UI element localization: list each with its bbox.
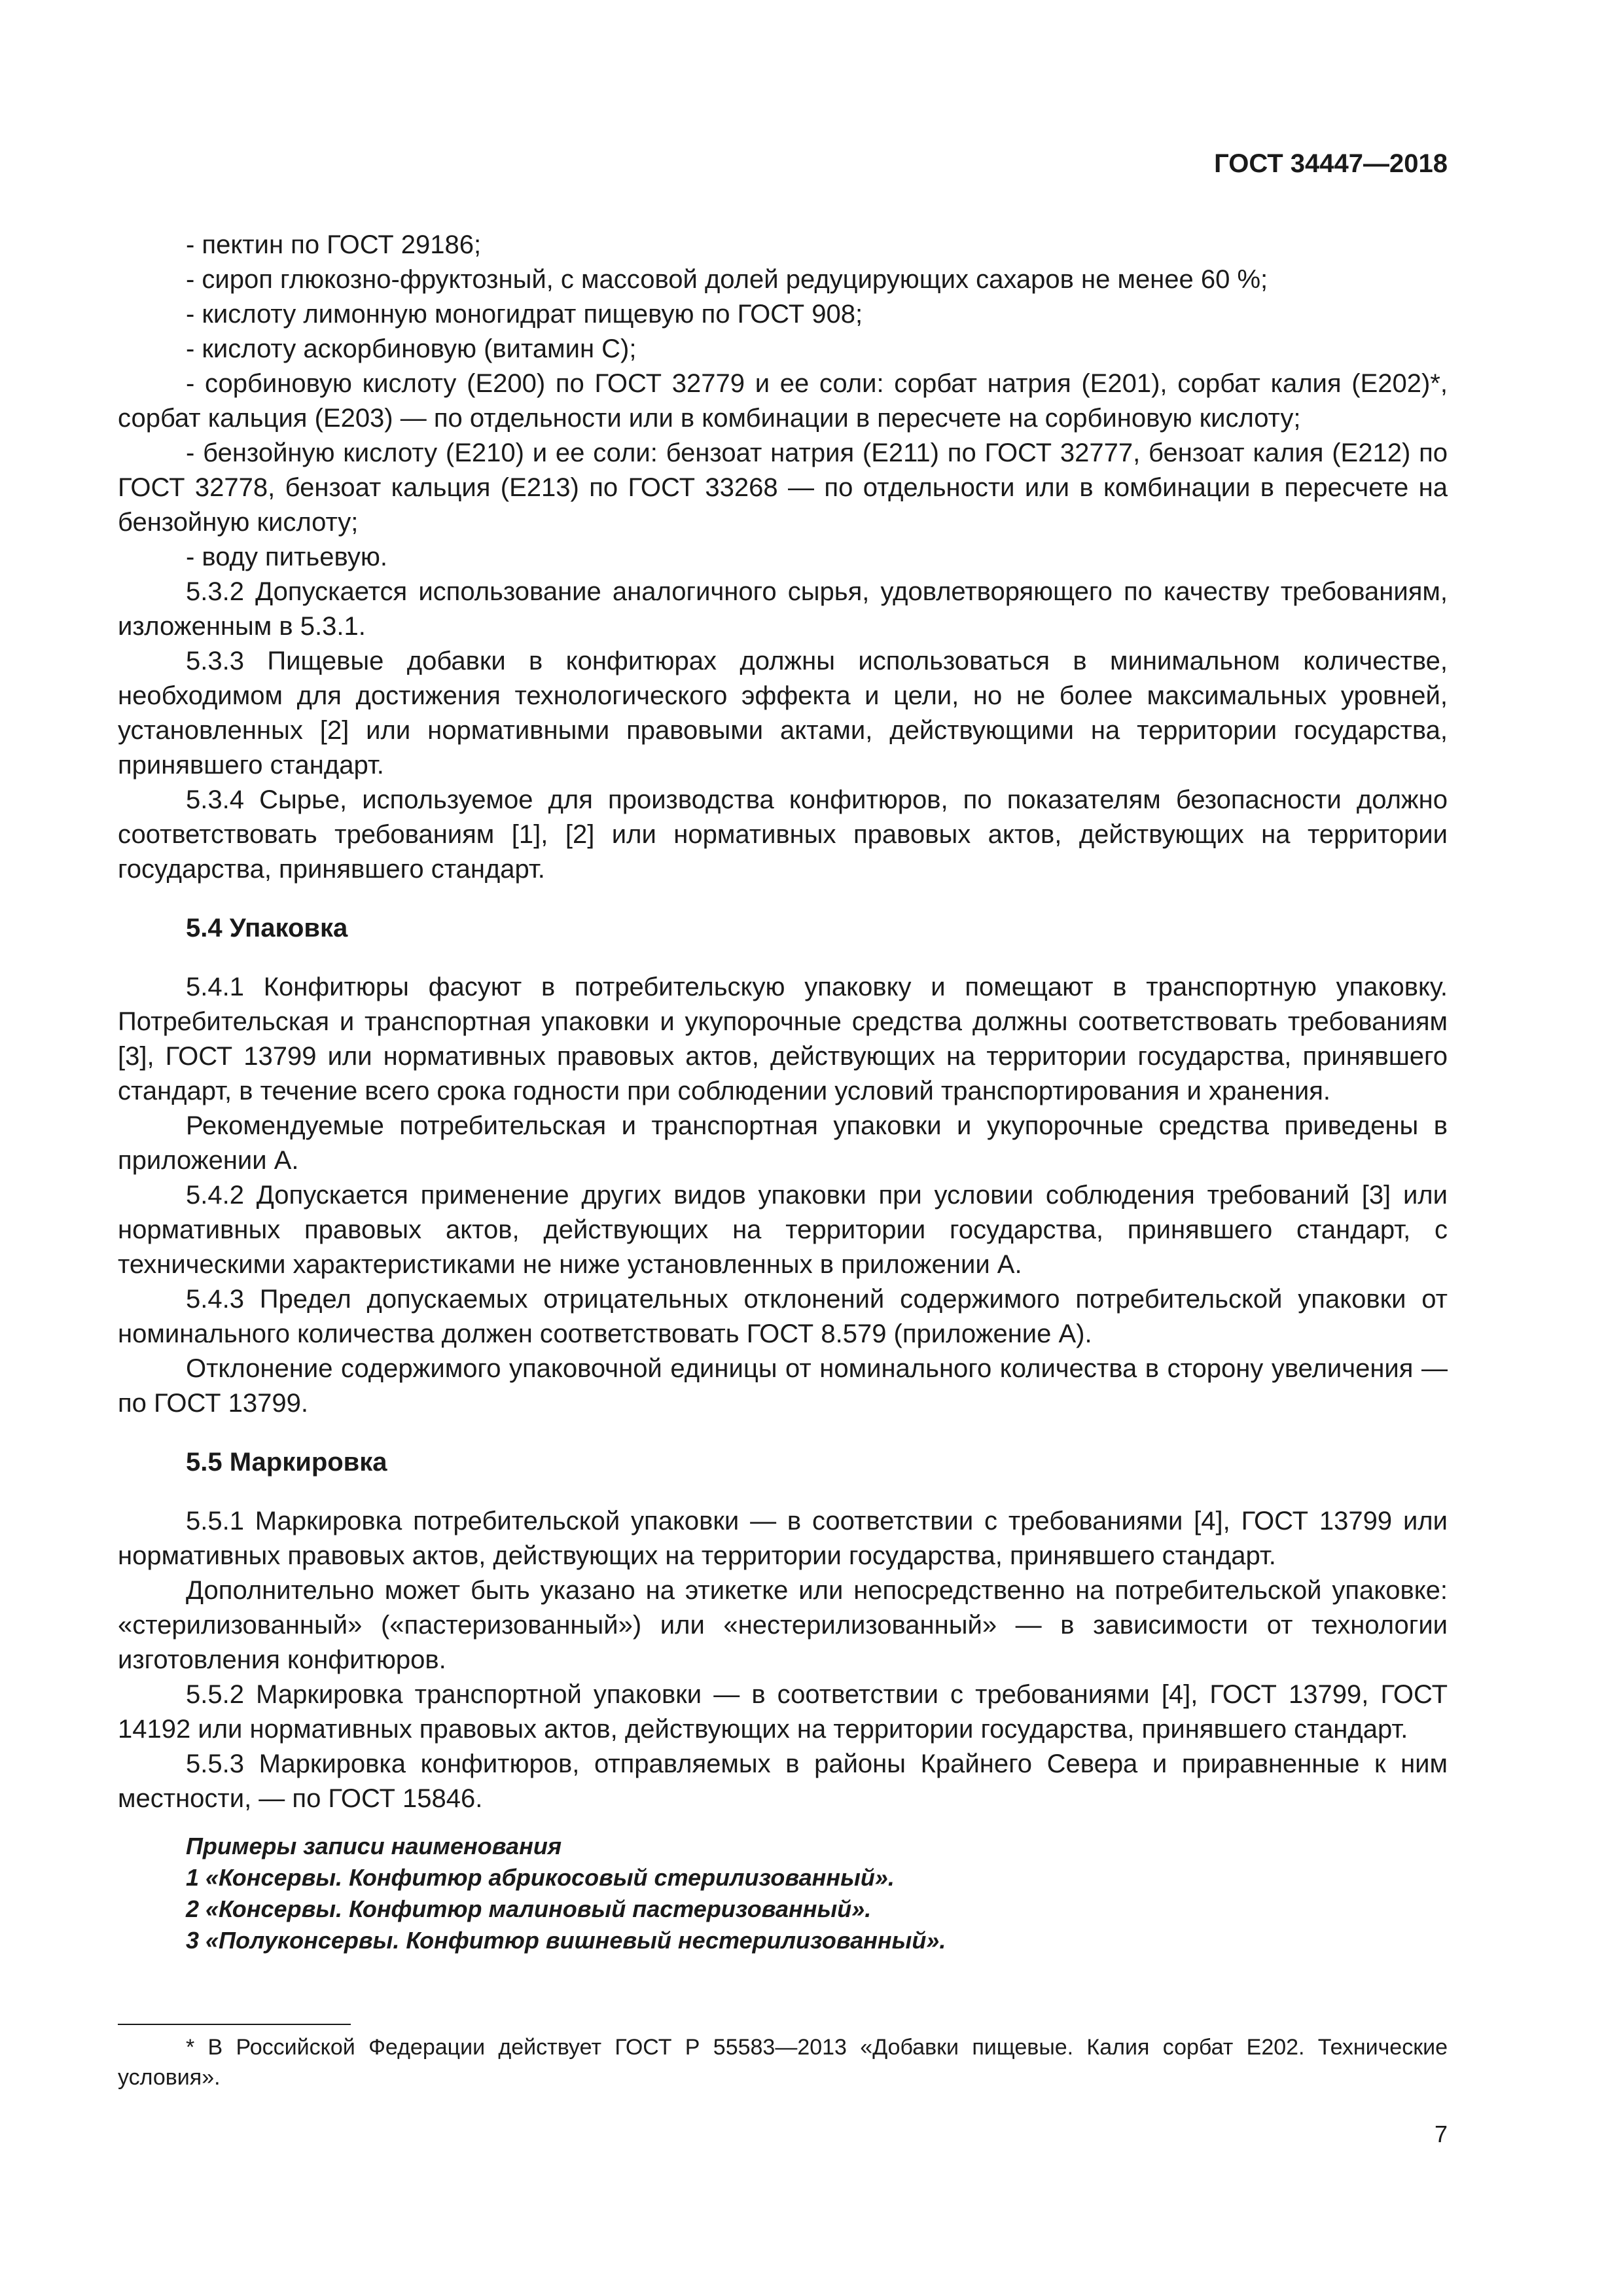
clause-5-5-3: 5.5.3 Маркировка конфитюров, отправляемых в районы Крайнего Севера и приравненные к ним местности, — по ГОСТ 15846.: [118, 1749, 1448, 1813]
section-heading-5-5: 5.5 Маркировка: [186, 1448, 387, 1477]
footnote: * В Российской Федерации действует ГОСТ Р 55583—2013 «Добавки пищевые. Калия сорбат Е202. Технические условия».: [118, 2035, 1448, 2090]
list-item: - кислоту лимонную моногидрат пищевую по ГОСТ 908;: [186, 300, 863, 329]
list-item: - кислоту аскорбиновую (витамин С);: [186, 334, 637, 363]
document-page: [118, 0, 1448, 2296]
footnote-divider: [118, 2024, 351, 2025]
page-number: 7: [1434, 2121, 1448, 2147]
standard-header: ГОСТ 34447—2018: [1214, 149, 1448, 178]
list-item: - сироп глюкозно-фруктозный, с массовой долей редуцирующих сахаров не менее 60 %;: [186, 265, 1268, 294]
clause-5-5-2: 5.5.2 Маркировка транспортной упаковки — в соответствии с требованиями [4], ГОСТ 13799, ГОСТ 14192 или нормативных правовых актов, действующих на территории государства, принявшего стандарт.: [118, 1680, 1448, 1744]
list-item: - сорбиновую кислоту (Е200) по ГОСТ 32779 и ее соли: сорбат натрия (Е201), сорбат калия (Е202)*, сорбат кальция (Е203) — по отдельности или в комбинации в пересчете на сорбиновую кислоту;: [118, 369, 1448, 433]
example-item: 1 «Консервы. Конфитюр абрикосовый стерилизованный».: [186, 1864, 895, 1891]
list-item: - воду питьевую.: [186, 543, 387, 571]
example-item: 2 «Консервы. Конфитюр малиновый пастеризованный».: [186, 1895, 872, 1922]
document-body: [118, 228, 1448, 1956]
examples-title: Примеры записи наименования: [186, 1833, 562, 1859]
clause-5-4-3: 5.4.3 Предел допускаемых отрицательных отклонений содержимого потребительской упаковки от номинального количества должен соответствовать ГОСТ 8.579 (приложение А).: [118, 1285, 1448, 1348]
clause-5-3-3: 5.3.3 Пищевые добавки в конфитюрах должны использоваться в минимальном количестве, необходимом для достижения технологического эффекта и цели, но не более максимальных уровней, установленных [2] или нормативными правовыми актами, действующими на территории государства, принявшего стандарт.: [118, 647, 1448, 780]
clause-5-4-2: 5.4.2 Допускается применение других видов упаковки при условии соблюдения требований [3] или нормативных правовых актов, действующих на территории государства, принявшего стандарт, с техническими характеристиками не ниже установленных в приложении А.: [118, 1181, 1448, 1279]
clause-5-3-2: 5.3.2 Допускается использование аналогичного сырья, удовлетворяющего по качеству требованиям, изложенным в 5.3.1.: [118, 577, 1448, 641]
example-item: 3 «Полуконсервы. Конфитюр вишневый нестерилизованный».: [186, 1927, 946, 1954]
paragraph: Рекомендуемые потребительская и транспортная упаковки и укупорочные средства приведены в приложении А.: [118, 1111, 1448, 1175]
section-heading-5-4: 5.4 Упаковка: [186, 914, 348, 942]
paragraph: Дополнительно может быть указано на этикетке или непосредственно на потребительской упаковке: «стерилизованный» («пастеризованный») или «нестерилизованный» — в зависимости от технологии изготовления конфитюров.: [118, 1576, 1448, 1674]
list-item: - пектин по ГОСТ 29186;: [186, 230, 482, 259]
clause-5-4-1: 5.4.1 Конфитюры фасуют в потребительскую упаковку и помещают в транспортную упаковку. Потребительская и транспортная упаковки и укупорочные средства должны соответствовать требованиям [3], ГОСТ 13799 или нормативных правовых актов, действующих на территории государства, принявшего стандарт, в течение всего срока годности при соблюдении условий транспортирования и хранения.: [118, 973, 1448, 1105]
paragraph: Отклонение содержимого упаковочной единицы от номинального количества в сторону увеличения — по ГОСТ 13799.: [118, 1354, 1448, 1418]
clause-5-5-1: 5.5.1 Маркировка потребительской упаковки — в соответствии с требованиями [4], ГОСТ 13799 или нормативных правовых актов, действующих на территории государства, принявшего стандарт.: [118, 1507, 1448, 1570]
list-item: - бензойную кислоту (Е210) и ее соли: бензоат натрия (Е211) по ГОСТ 32777, бензоат калия (Е212) по ГОСТ 32778, бензоат кальция (Е213) по ГОСТ 33268 — по отдельности или в комбинации в пересчете на бензойную кислоту;: [118, 439, 1448, 537]
clause-5-3-4: 5.3.4 Сырье, используемое для производства конфитюров, по показателям безопасности должно соответствовать требованиям [1], [2] или нормативных правовых актов, действующих на территории государства, принявшего стандарт.: [118, 785, 1448, 884]
